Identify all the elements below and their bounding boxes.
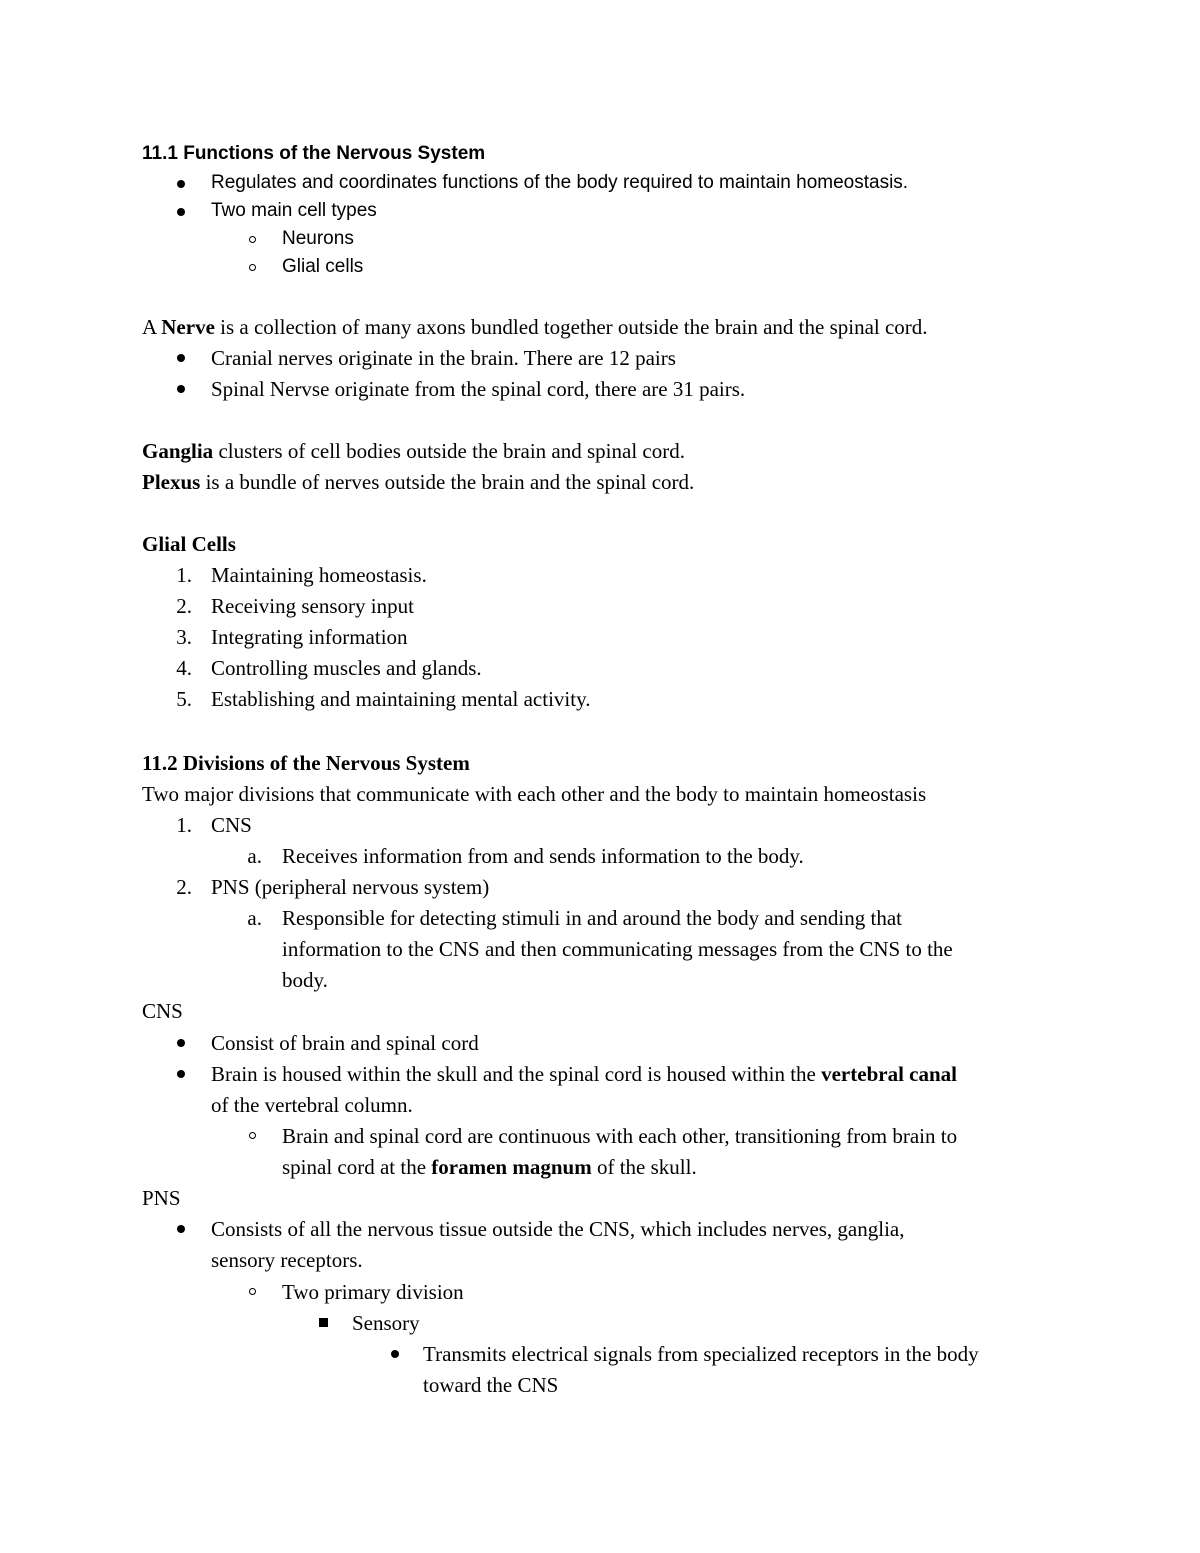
term-nerve: Nerve	[161, 315, 215, 339]
list-item-line: toward the CNS	[423, 1373, 559, 1397]
list-item: Consist of brain and spinal cord	[211, 1031, 479, 1055]
term-ganglia: Ganglia	[142, 439, 214, 463]
list-number: 2.	[176, 594, 192, 618]
bullet-circle-icon	[249, 236, 256, 243]
text-rest: is a collection of many axons bundled together outside the brain and the spinal cord.	[214, 315, 928, 339]
cns-label: CNS	[142, 999, 183, 1023]
list-item: Glial cells	[282, 256, 364, 277]
list-item: Receives information from and sends information to the body.	[282, 844, 804, 868]
list-item: Spinal Nervse originate from the spinal cord, there are 31 pairs.	[211, 377, 746, 401]
nerve-definition	[142, 312, 928, 343]
list-letter: a.	[247, 906, 262, 930]
list-number: 2.	[176, 875, 192, 899]
list-item: PNS (peripheral nervous system)	[211, 875, 490, 899]
section-heading-11-1: 11.1 Functions of the Nervous System	[142, 143, 486, 164]
list-number: 5.	[176, 687, 192, 711]
bullet-circle-icon	[249, 1132, 256, 1139]
glial-heading: Glial Cells	[142, 532, 236, 556]
list-item-line: Responsible for detecting stimuli in and around the body and sending that	[282, 906, 902, 930]
list-item-line: body.	[282, 968, 328, 992]
text-prefix: spinal cord at the	[282, 1155, 432, 1179]
list-item-line	[282, 1152, 697, 1183]
list-item-line: sensory receptors.	[211, 1248, 363, 1272]
list-item: Two primary division	[282, 1280, 464, 1304]
bullet-disc-icon	[177, 354, 185, 362]
list-item: Two main cell types	[211, 200, 377, 221]
list-item: Integrating information	[211, 625, 408, 649]
list-item: Consists of all the nervous tissue outside the CNS, which includes nerves, ganglia,	[211, 1217, 905, 1241]
list-number: 1.	[176, 813, 192, 837]
text-prefix: A	[142, 315, 162, 339]
bullet-disc-icon	[177, 385, 185, 393]
bullet-circle-icon	[249, 264, 256, 271]
list-item: Regulates and coordinates functions of the body required to maintain homeostasis.	[211, 172, 909, 193]
list-number: 1.	[176, 563, 192, 587]
list-item: Transmits electrical signals from specialized receptors in the body	[423, 1342, 979, 1366]
bullet-disc-icon	[177, 1070, 185, 1078]
list-item: Establishing and maintaining mental activity.	[211, 687, 591, 711]
bullet-circle-icon	[249, 1288, 256, 1295]
text-prefix: Brain is housed within the skull and the spinal cord is housed within the	[211, 1062, 822, 1086]
term-foramen-magnum: foramen magnum	[431, 1155, 592, 1179]
list-item: Receiving sensory input	[211, 594, 414, 618]
bullet-disc-icon	[177, 208, 185, 216]
bullet-disc-icon	[177, 1039, 185, 1047]
list-item	[211, 1059, 957, 1090]
list-item: Sensory	[352, 1311, 420, 1335]
section-heading-11-2: 11.2 Divisions of the Nervous System	[142, 751, 470, 775]
list-number: 3.	[176, 625, 192, 649]
list-item: Maintaining homeostasis.	[211, 563, 427, 587]
ganglia-definition	[142, 436, 685, 467]
bullet-disc-icon	[391, 1350, 399, 1358]
list-item-line: of the vertebral column.	[211, 1093, 413, 1117]
term-plexus: Plexus	[142, 470, 201, 494]
term-vertebral-canal: vertebral canal	[821, 1062, 957, 1086]
list-item-line: information to the CNS and then communicating messages from the CNS to the	[282, 937, 953, 961]
divisions-intro: Two major divisions that communicate with each other and the body to maintain homeostasis	[142, 782, 927, 806]
list-item: Controlling muscles and glands.	[211, 656, 482, 680]
text-rest: is a bundle of nerves outside the brain and the spinal cord.	[200, 470, 695, 494]
list-letter: a.	[247, 844, 262, 868]
list-item: CNS	[211, 813, 252, 837]
bullet-disc-icon	[177, 180, 185, 188]
plexus-definition	[142, 467, 694, 498]
bullet-disc-icon	[177, 1225, 185, 1233]
list-item: Cranial nerves originate in the brain. There are 12 pairs	[211, 346, 676, 370]
text-rest: of the skull.	[591, 1155, 697, 1179]
list-item: Brain and spinal cord are continuous with each other, transitioning from brain to	[282, 1124, 958, 1148]
bullet-square-icon	[319, 1318, 328, 1327]
text-rest: clusters of cell bodies outside the brain and spinal cord.	[213, 439, 685, 463]
list-item: Neurons	[282, 228, 354, 249]
pns-label: PNS	[142, 1186, 181, 1210]
list-number: 4.	[176, 656, 192, 680]
